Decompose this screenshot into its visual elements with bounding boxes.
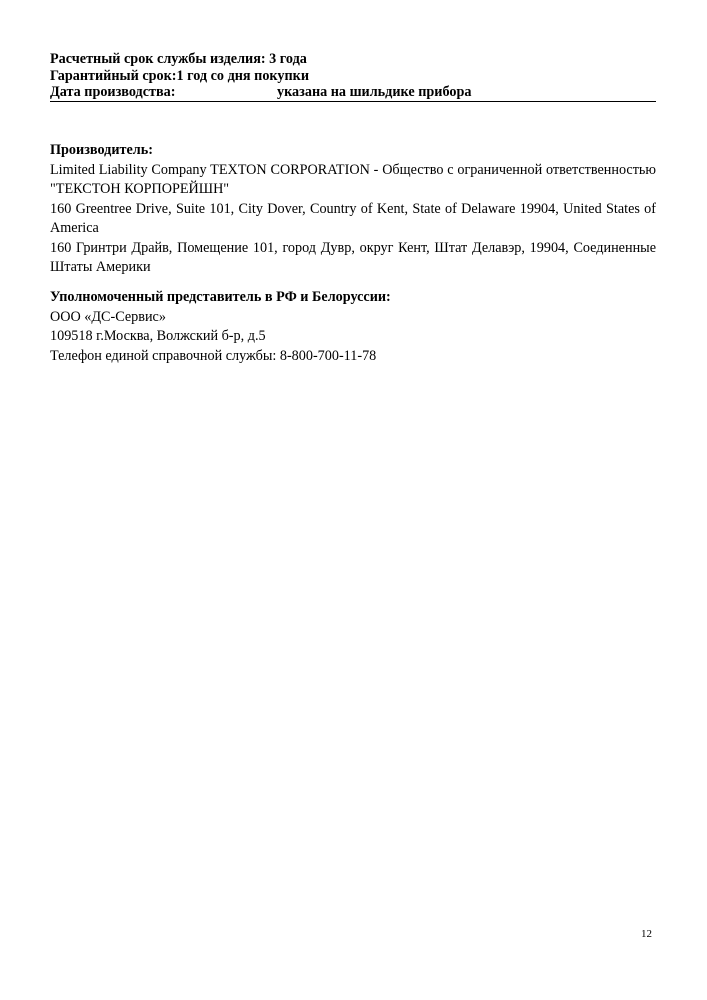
- manufacturer-address-en: 160 Greentree Drive, Suite 101, City Dover, Country of Kent, State of Delaware 19904, United States of America: [50, 200, 656, 236]
- production-date-label: Дата производства:: [50, 84, 176, 100]
- manufacturer-heading: Производитель:: [50, 142, 153, 158]
- manufacturer-section: [50, 141, 656, 278]
- product-info-block: [50, 51, 656, 102]
- representative-heading: Уполномоченный представитель в РФ и Белоруссии:: [50, 289, 391, 305]
- warranty-line: Гарантийный срок:1 год со дня покупки: [50, 67, 310, 84]
- production-date-value: указана на шильдике прибора: [277, 84, 472, 100]
- representative-section: [50, 288, 656, 366]
- representative-company: ООО «ДС-Сервис»: [50, 308, 166, 325]
- manufacturer-address-ru: 160 Гринтри Драйв, Помещение 101, город Дувр, округ Кент, Штат Делавэр, 19904, Соединенные Штаты Америки: [50, 239, 656, 275]
- representative-address: 109518 г.Москва, Волжский б-р, д.5: [50, 328, 266, 344]
- production-date-line: [50, 84, 656, 102]
- manufacturer-name: Limited Liability Company TEXTON CORPORATION - Общество с ограниченной ответственностью "ТЕКСТОН КОРПОРЕЙШН": [50, 161, 656, 197]
- page-number: 12: [641, 928, 652, 940]
- service-life-line: Расчетный срок службы изделия: 3 года: [50, 51, 307, 67]
- representative-phone: Телефон единой справочной службы: 8-800-700-11-78: [50, 347, 377, 364]
